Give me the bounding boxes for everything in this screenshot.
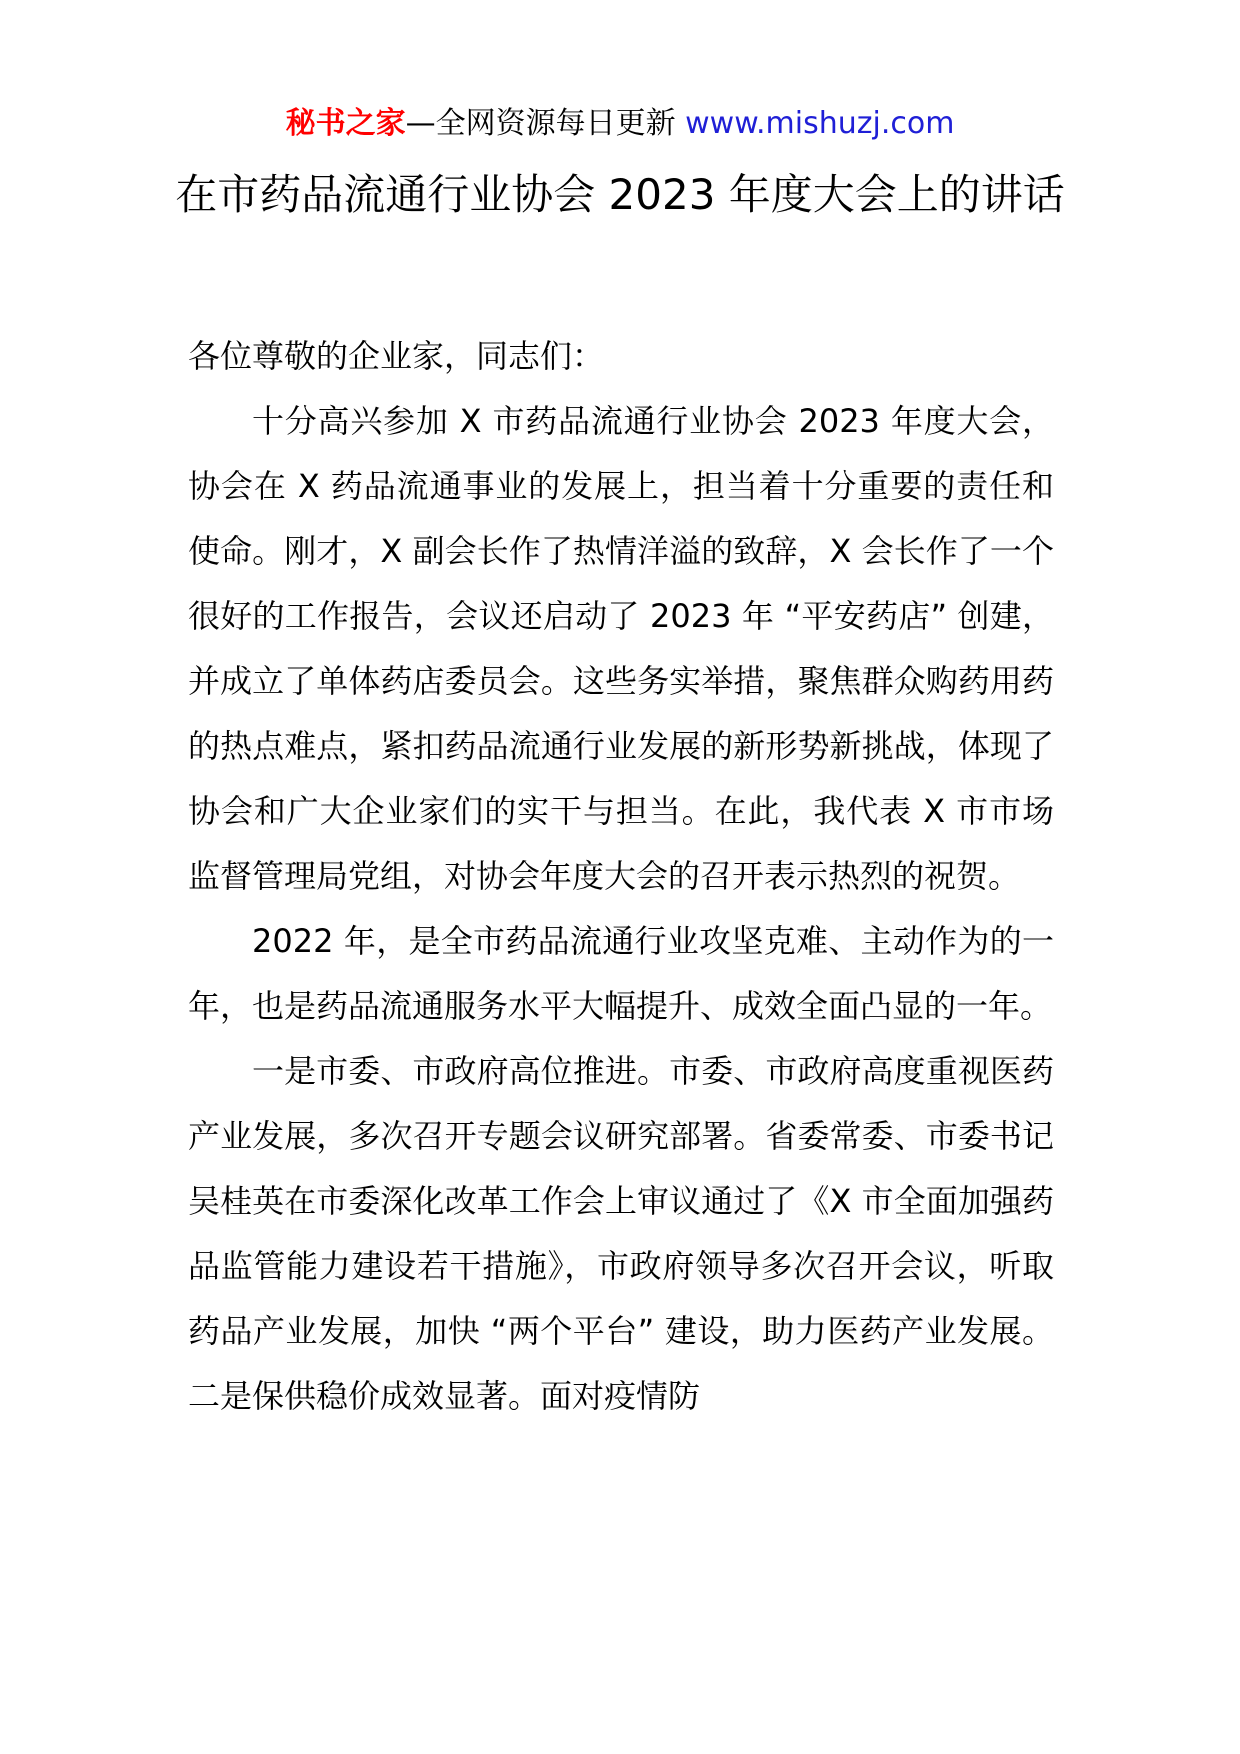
paragraph: 十分高兴参加 X 市药品流通行业协会 2023 年度大会，协会在 X 药品流通事业的发展上，担当着十分重要的责任和使命。刚才，X 副会长作了热情洋溢的致辞，X 会长作了一个很好的工作报告，会议还启动了 2023 年 “平安药店” 创建，并成立了单体药店委员会。这些务实举措，聚焦群众购药用药的热点难点，紧扣药品流通行业发展的新形势新挑战，体现了协会和广大企业家们的实干与担当。在此，我代表 X 市市场监督管理局党组，对协会年度大会的召开表示热烈的祝贺。 [188,402,1054,895]
document-title: 在市药品流通行业协会 2023 年度大会上的讲话 [175,170,1065,219]
site-url-link[interactable]: www.mishuzj.com [685,106,955,141]
salutation: 各位尊敬的企业家，同志们： [188,337,605,375]
brand-name: 秘书之家 [285,106,406,141]
site-header [0,102,1240,146]
paragraph: 2022 年，是全市药品流通行业攻坚克难、主动作为的一年，也是药品流通服务水平大幅提升、成效全面凸显的一年。 [188,922,1054,1025]
header-tagline: —全网资源每日更新 [405,106,676,141]
paragraph: 一是市委、市政府高位推进。市委、市政府高度重视医药产业发展，多次召开专题会议研究部署。省委常委、市委书记吴桂英在市委深化改革工作会上审议通过了《X 市全面加强药品监管能力建设若干措施》，市政府领导多次召开会议，听取药品产业发展，加快 “两个平台” 建设，助力医药产业发展。二是保供稳价成效显著。面对疫情防 [188,1052,1054,1415]
document-body [188,324,1054,1429]
